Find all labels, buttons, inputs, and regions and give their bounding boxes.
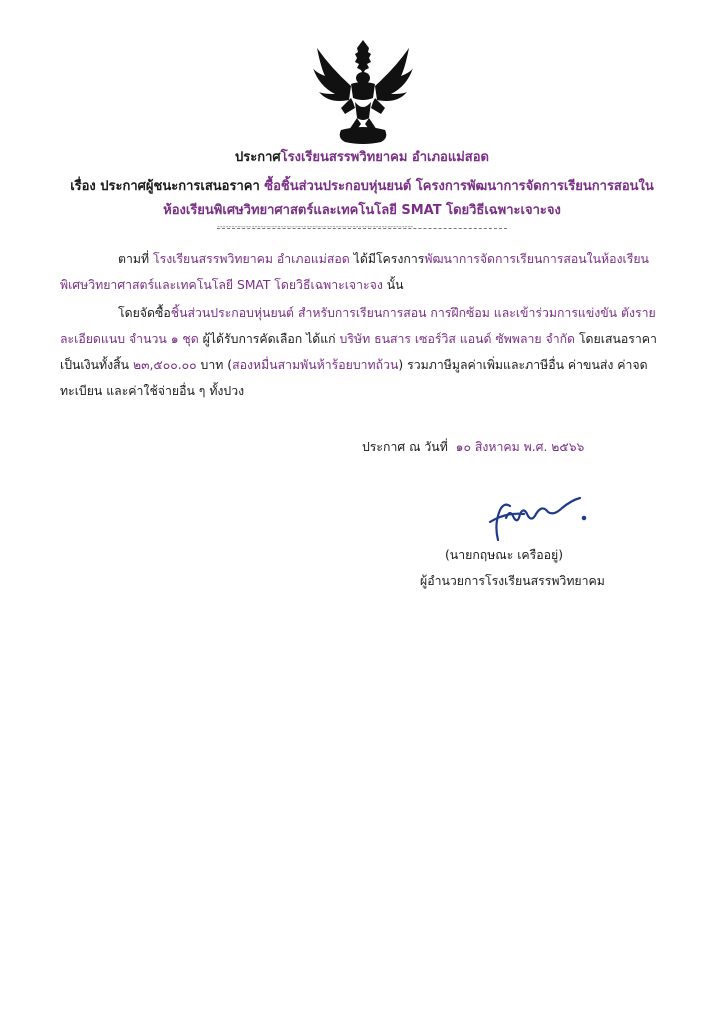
paragraph-2-line-1: โดยจัดซื้อชิ้นส่วนประกอบหุ่นยนต์ สำหรับการเรียนการสอน การฝึกซ้อม และเข้าร่วมการแข่งขัน ตังราย	[118, 306, 656, 320]
paragraph-2-line-2: ละเอียดแนบ จำนวน ๑ ชุด ผู้ได้รับการคัดเลือก ได้แก่ บริษัท ธนสาร เซอร์วิส แอนด์ ซัพพลาย จำกัด โดยเสนอราคา	[60, 332, 657, 346]
subject-line-2: ห้องเรียนพิเศษวิทยาศาสตร์และเทคโนโลยี SMAT โดยวิธีเฉพาะเจาะจง	[163, 203, 561, 218]
winner-company: บริษัท ธนสาร เซอร์วิส แอนด์ ซัพพลาย จำกัด	[339, 332, 576, 346]
garuda-emblem-icon	[311, 38, 415, 146]
announcement-title: ประกาศโรงเรียนสรรพวิทยาคม อำเภอแม่สอด	[235, 150, 489, 165]
subject-line-1: เรื่อง ประกาศผู้ชนะการเสนอราคา ซื้อชิ้นส่วนประกอบหุ่นยนต์ โครงการพัฒนาการจัดการเรียนการสอนใน	[70, 179, 654, 194]
signatory-name: (นายกฤษณะ เครืออยู่)	[445, 548, 564, 562]
bid-amount: ๒๓,๕๐๐.๐๐	[132, 358, 197, 372]
signature-icon	[476, 488, 596, 548]
paragraph-1-line-2: พิเศษวิทยาศาสตร์และเทคโนโลยี SMAT โดยวิธีเฉพาะเจาะจง นั้น	[60, 278, 404, 292]
announcement-date: ประกาศ ณ วันที่ ๑๐ สิงหาคม พ.ศ. ๒๕๖๖	[362, 440, 585, 454]
divider-text: --------------------------------------------------------------------	[217, 222, 414, 231]
paragraph-2-line-3: เป็นเงินทั้งสิ้น ๒๓,๕๐๐.๐๐ บาท (สองหมื่นสามพันห้าร้อยบาทถ้วน) รวมภาษีมูลค่าเพิ่มและภาษีอื่น ค่าขนส่ง ค่าจด	[60, 358, 648, 372]
signatory-position: ผู้อำนวยการโรงเรียนสรรพวิทยาคม	[420, 574, 605, 588]
school-name: โรงเรียนสรรพวิทยาคม อำเภอแม่สอด	[280, 150, 489, 165]
paragraph-1-line-1: ตามที่ โรงเรียนสรรพวิทยาคม อำเภอแม่สอด ได้มีโครงการพัฒนาการจัดการเรียนการสอนในห้องเรียน	[118, 252, 649, 266]
paragraph-2-line-4: ทะเบียน และค่าใช้จ่ายอื่น ๆ ทั้งปวง	[60, 384, 245, 398]
